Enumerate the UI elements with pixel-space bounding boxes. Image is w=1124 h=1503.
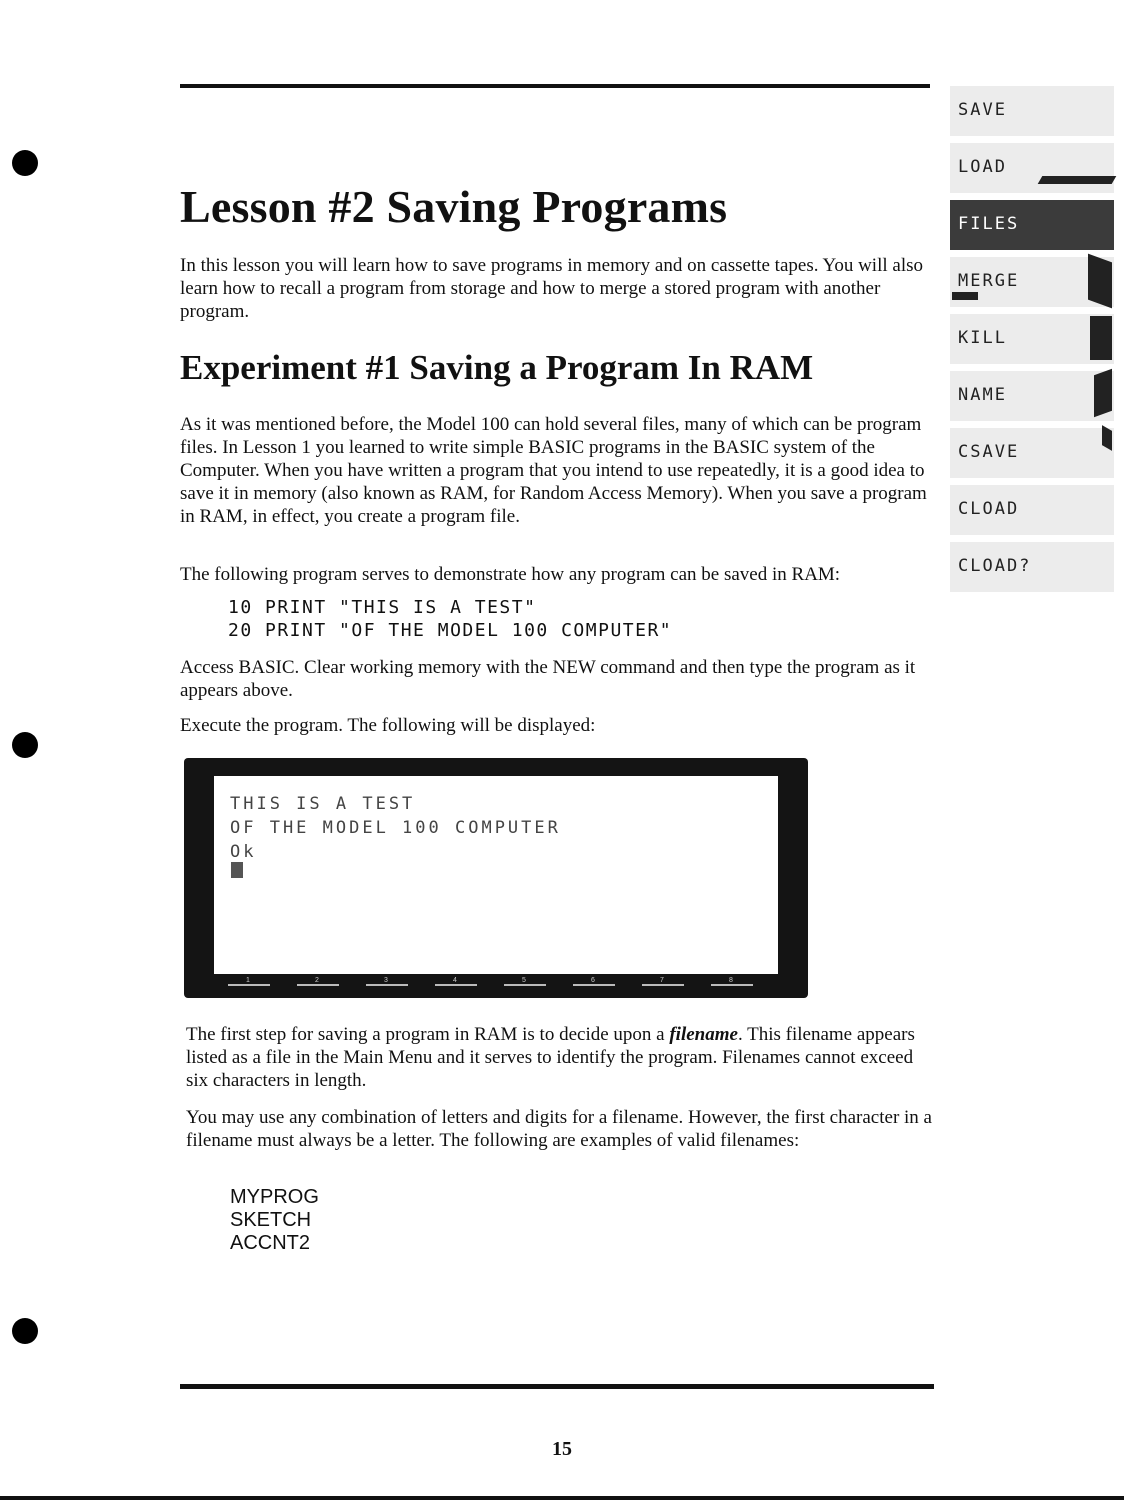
lcd-line: OF THE MODEL 100 COMPUTER xyxy=(230,818,561,838)
lcd-fkey-number: 1 xyxy=(246,977,250,984)
lcd-line: THIS IS A TEST xyxy=(230,794,416,814)
experiment-paragraph-1: As it was mentioned before, the Model 100 can hold several files, many of which can be program files. In Lesson 1 you learned to write simple BASIC programs in the BASIC system of the Computer. When you have written a program that you intend to use repeatedly, it is a good idea to save it in memory (also known as RAM, for Random Access Memory). When you save a program in RAM, in effect, you create a program file. xyxy=(180,414,927,527)
lcd-fkey-marker xyxy=(642,984,684,986)
page-number: 15 xyxy=(552,1438,572,1460)
lcd-fkey-number: 3 xyxy=(384,977,388,984)
lcd-cursor xyxy=(231,862,243,878)
lcd-fkey-marker xyxy=(711,984,753,986)
lcd-fkey-number: 6 xyxy=(591,977,595,984)
lcd-fkey-number: 5 xyxy=(522,977,526,984)
code-listing xyxy=(228,596,978,642)
lcd-fkey-number: 8 xyxy=(729,977,733,984)
paragraph-5-before: The first step for saving a program in RAM is to decide upon a xyxy=(186,1024,670,1045)
lesson-title: Lesson #2 Saving Programs xyxy=(180,181,728,232)
filename-example: SKETCH xyxy=(230,1209,312,1231)
top-rule xyxy=(180,84,930,88)
key-merge: MERGE xyxy=(950,257,1114,307)
pointer-mark xyxy=(1088,254,1112,309)
bottom-rule xyxy=(180,1384,934,1389)
binder-hole-top xyxy=(12,150,38,176)
lcd-fkey-number: 7 xyxy=(660,977,664,984)
experiment-paragraph-3: Access BASIC. Clear working memory with the NEW command and then type the program as it appears above. xyxy=(180,657,916,701)
key-files: FILES xyxy=(950,200,1114,250)
binder-hole-middle xyxy=(12,732,38,758)
lcd-fkey-marker xyxy=(297,984,339,986)
experiment-title: Experiment #1 Saving a Program In RAM xyxy=(180,348,814,387)
key-kill: KILL xyxy=(950,314,1114,364)
filename-example: ACCNT2 xyxy=(230,1232,311,1254)
key-cload: CLOAD xyxy=(950,485,1114,535)
lcd-line: Ok xyxy=(230,842,257,862)
lcd-fkey-marker xyxy=(573,984,615,986)
code-line: 10 PRINT "THIS IS A TEST" xyxy=(228,597,537,618)
lcd-fkey-number: 4 xyxy=(453,977,457,984)
lcd-fkey-marker xyxy=(366,984,408,986)
key-save: SAVE xyxy=(950,86,1114,136)
key-load: LOAD xyxy=(950,143,1114,193)
key-csave: CSAVE xyxy=(950,428,1114,478)
code-line: 20 PRINT "OF THE MODEL 100 COMPUTER" xyxy=(228,620,673,641)
lcd-fkey-marker xyxy=(228,984,270,986)
pointer-mark xyxy=(1094,369,1112,418)
binder-hole-bottom xyxy=(12,1318,38,1344)
page-bottom-edge xyxy=(0,1496,1124,1500)
lcd-display xyxy=(214,776,778,974)
key-name: NAME xyxy=(950,371,1114,421)
lcd-fkey-marker xyxy=(504,984,546,986)
lesson-intro: In this lesson you will learn how to save programs in memory and on cassette tapes. You will also learn how to recall a program from storage and how to merge a stored program with another program. xyxy=(180,255,924,322)
experiment-paragraph-5 xyxy=(186,1023,936,1092)
lcd-fkey-marker xyxy=(435,984,477,986)
paragraph-5-after: . This filename appears listed as a file in the Main Menu and it serves to identify the program. Filenames cannot exceed six characters in length. xyxy=(186,1024,915,1091)
filename-term: filename xyxy=(669,1024,738,1045)
experiment-paragraph-2: The following program serves to demonstrate how any program can be saved in RAM: xyxy=(180,564,841,585)
experiment-paragraph-4: Execute the program. The following will be displayed: xyxy=(180,715,596,736)
key-cload-question: CLOAD? xyxy=(950,542,1114,592)
filename-example: MYPROG xyxy=(230,1186,319,1208)
experiment-paragraph-6: You may use any combination of letters and digits for a filename. However, the first character in a filename must always be a letter. The following are examples of valid filenames: xyxy=(186,1107,932,1151)
pointer-mark xyxy=(1038,176,1117,184)
pointer-mark xyxy=(952,292,978,300)
lcd-fkey-number: 2 xyxy=(315,977,319,984)
filename-examples xyxy=(230,1186,980,1255)
pointer-mark xyxy=(1090,316,1112,360)
